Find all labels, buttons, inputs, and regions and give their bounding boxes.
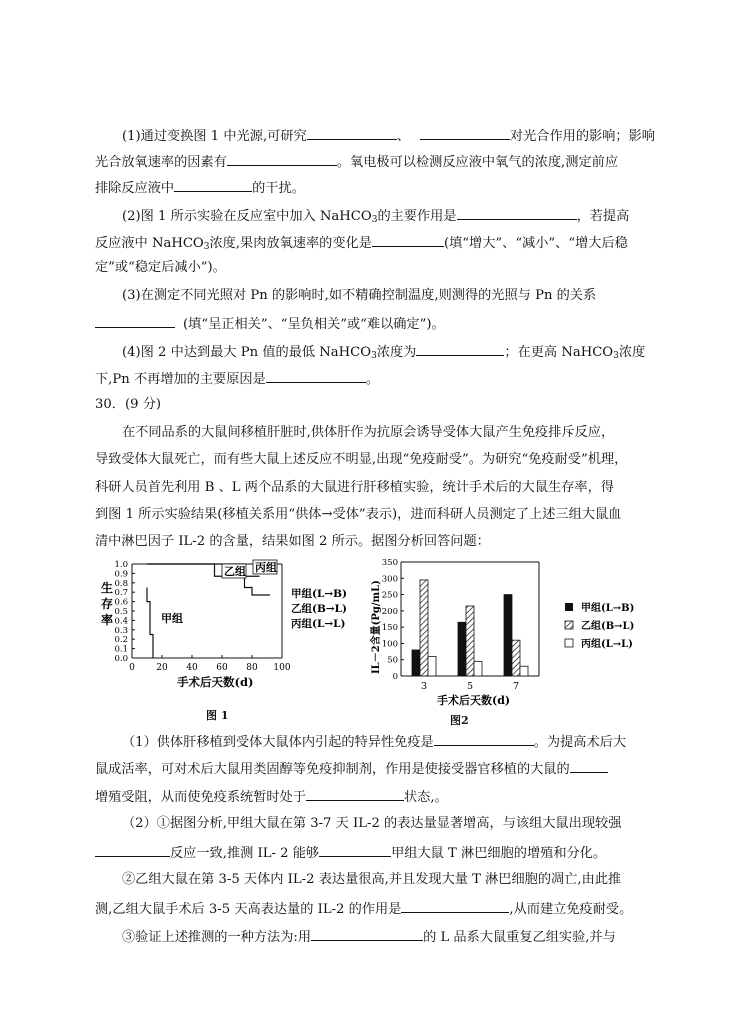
blank xyxy=(401,899,509,913)
blank xyxy=(266,369,366,383)
fig2-bar xyxy=(466,606,474,676)
q29-p1-line3: 排除反应液中 的干扰。 xyxy=(95,178,305,198)
q29-p2-line3: 定”或“稳定后减小”)。 xyxy=(95,260,226,275)
fig1-ytick-label: 0.1 xyxy=(114,644,128,655)
fig1-xtick-label: 100 xyxy=(273,663,291,673)
blank xyxy=(311,927,423,941)
fig1-ytick-label: 0.7 xyxy=(114,588,128,599)
fig1-ytick-label: 0.9 xyxy=(114,569,128,580)
blank xyxy=(95,314,175,328)
fig2-bar xyxy=(420,580,428,676)
q29-p4-line1: (4)图 2 中达到最大 Pn 值的最低 NaHCO$_3$浓度为 ；在更高 NaHCO$_3$浓度 xyxy=(122,342,645,365)
fig1-ytick-label: 0.3 xyxy=(114,625,128,636)
blank xyxy=(434,732,534,746)
fig2-legend-swatch-0 xyxy=(565,603,573,611)
fig2-ytick-label: 200 xyxy=(381,606,398,617)
fig2-bar xyxy=(520,666,528,676)
fig1-label-yi: 乙组 xyxy=(224,565,246,578)
fig1-ytick-label: 1.0 xyxy=(114,560,128,570)
fig2-xtick-label: 3 xyxy=(420,681,428,692)
fig1-label-bing: 丙组 xyxy=(255,561,277,574)
q30-intro-4: 到图 1 所示实验结果(移植关系用“供体→受体”表示)，进而科研人员测定了上述三组大鼠血 xyxy=(95,507,622,522)
fig2-legend-swatch-2 xyxy=(565,639,573,647)
blank xyxy=(95,843,170,857)
blank xyxy=(306,787,404,801)
fig1-ytick-label: 0.2 xyxy=(114,635,128,646)
blank xyxy=(307,126,397,140)
blank xyxy=(420,126,510,140)
fig2-legend-2: 丙组(L→L) xyxy=(581,639,633,650)
fig1-ylabel-3: 率 xyxy=(101,613,114,627)
fig2-ytick-label: 50 xyxy=(387,655,398,666)
fig1-legend-0: 甲组(L→B) xyxy=(291,588,347,600)
fig1-series-bing xyxy=(147,564,270,595)
fig2-legend-0: 甲组(L→B) xyxy=(581,603,635,614)
fig1-ytick-label: 0.6 xyxy=(114,597,128,608)
fig1-legend-2: 丙组(L→L) xyxy=(291,618,346,630)
q30-header: 30．(9 分) xyxy=(95,397,162,412)
q29-p2-line2: 反应液中 NaHCO$_3$浓度,果肉放氧速率的变化是 (填“增大”、“减小”、“增大后稳 xyxy=(95,233,628,256)
fig2-bar xyxy=(474,661,482,676)
fig1-series-jia xyxy=(147,588,153,659)
fig2-ytick-label: 150 xyxy=(381,623,398,634)
fig1-ytick-label: 0.5 xyxy=(114,607,128,617)
q29-p3-line1: (3)在测定不同光照对 Pn 的影响时,如不精确控制温度,则测得的光照与 Pn 的关系 xyxy=(122,288,597,303)
fig1-xtick-label: 20 xyxy=(156,663,168,673)
blank xyxy=(227,152,337,166)
fig2-xtick-label: 5 xyxy=(466,681,474,692)
fig2-bar xyxy=(412,650,420,676)
blank xyxy=(319,843,391,857)
q30-intro-1: 在不同品系的大鼠间移植肝脏时,供体肝作为抗原会诱导受体大鼠产生免疫排斥反应， xyxy=(122,425,615,440)
fig1-xtick-label: 0 xyxy=(129,663,135,673)
fig1-label-jia: 甲组 xyxy=(161,612,183,625)
fig2-ytick-label: 100 xyxy=(381,639,398,650)
figure-2-bar-chart xyxy=(365,556,685,716)
fig2-xtick-label: 7 xyxy=(512,681,520,692)
q30-s2-line1: （2）①据图分析,甲组大鼠在第 3-7 天 IL-2 的表达量显著增高，与该组大鼠出现较强 xyxy=(122,816,622,831)
q30-intro-3: 科研人员首先利用 B 、L 两个品系的大鼠进行肝移植实验，统计手术后的大鼠生存率，得 xyxy=(95,480,614,495)
q30-intro-2: 导致受体大鼠死亡，而有些大鼠上述反应不明显,出现“免疫耐受”。为研究“免疫耐受”机理， xyxy=(95,452,628,467)
fig1-ylabel-2: 存 xyxy=(101,597,114,611)
fig2-xlabel: 手术后天数(d) xyxy=(437,694,511,707)
blank xyxy=(457,206,577,220)
fig1-legend-1: 乙组(B→L) xyxy=(291,603,347,615)
fig1-xlabel: 手术后天数(d) xyxy=(177,675,254,689)
q30-s1-line3: 增殖受阻，从而使免疫系统暂时处于 状态,。 xyxy=(95,787,448,807)
q30-intro-5: 清中淋巴因子 IL-2 的含量，结果如图 2 所示。据图分析回答问题： xyxy=(95,534,490,549)
fig2-bar xyxy=(458,622,466,676)
fig1-xtick-label: 40 xyxy=(186,663,198,673)
fig2-ytick-label: 350 xyxy=(381,558,398,568)
figure-1-caption: 图 1 xyxy=(206,709,229,722)
figure-2-caption: 图2 xyxy=(450,714,469,727)
fig1-xtick-label: 60 xyxy=(216,663,228,673)
fig2-ylabel: IL－2含量(Pg/mL) xyxy=(371,580,382,674)
fig2-legend-swatch-1 xyxy=(565,621,573,629)
fig1-xtick-label: 80 xyxy=(246,663,258,673)
q29-p1-line2: 光合放氧速率的因素有 。氧电极可以检测反应液中氧气的浓度,测定前应 xyxy=(95,152,618,172)
fig1-ylabel-1: 生 xyxy=(101,581,114,595)
q30-s2-line4: 测,乙组大鼠手术后 3-5 天高表达量的 IL-2 的作用是 ,从而建立免疫耐受。 xyxy=(95,899,632,919)
fig1-ytick-label: 0.8 xyxy=(114,578,128,589)
blank xyxy=(174,178,252,192)
fig2-ytick-label: 0 xyxy=(392,672,398,682)
q29-p3-line2: (填“呈正相关”、“呈负相关”或“难以确定”)。 xyxy=(95,314,445,334)
q29-p4-line2: 下,Pn 不再增加的主要原因是 。 xyxy=(95,369,379,389)
q30-s2-line5: ③验证上述推测的一种方法为:用 的 L 品系大鼠重复乙组实验,并与 xyxy=(122,927,616,947)
blank xyxy=(570,759,608,773)
fig2-ytick-label: 300 xyxy=(381,574,398,585)
q29-p1-line1: (1)通过变换图 1 中光源,可研究 、 对光合作用的影响；影响 xyxy=(122,126,655,146)
fig1-ytick-label: 0.0 xyxy=(114,654,128,664)
fig1-ytick-label: 0.4 xyxy=(114,616,128,627)
figure-1-survival-chart xyxy=(95,556,395,706)
blank xyxy=(416,342,504,356)
fig2-legend-1: 乙组(B→L) xyxy=(581,621,635,632)
fig2-bar xyxy=(428,656,436,676)
fig2-ytick-label: 250 xyxy=(381,590,398,601)
q30-s1-line2: 鼠成活率，可对术后大鼠用类固醇等免疫抑制剂，作用是使接受器官移植的大鼠的 xyxy=(95,759,608,779)
q29-p2-line1: (2)图 1 所示实验在反应室中加入 NaHCO$_3$的主要作用是 ，若提高 xyxy=(122,206,629,229)
q30-s2-line3: ②乙组大鼠在第 3-5 天体内 IL-2 表达量很高,并且发现大量 T 淋巴细胞的凋亡,由此推 xyxy=(122,872,622,887)
fig2-bar xyxy=(512,640,520,676)
blank xyxy=(372,233,444,247)
fig2-bar xyxy=(504,595,512,676)
q30-s1-line1: （1）供体肝移植到受体大鼠体内引起的特异性免疫是 。为提高术后大 xyxy=(122,732,626,752)
q30-s2-line2: 反应一致,推测 IL- 2 能够 甲组大鼠 T 淋巴细胞的增殖和分化。 xyxy=(95,843,606,863)
